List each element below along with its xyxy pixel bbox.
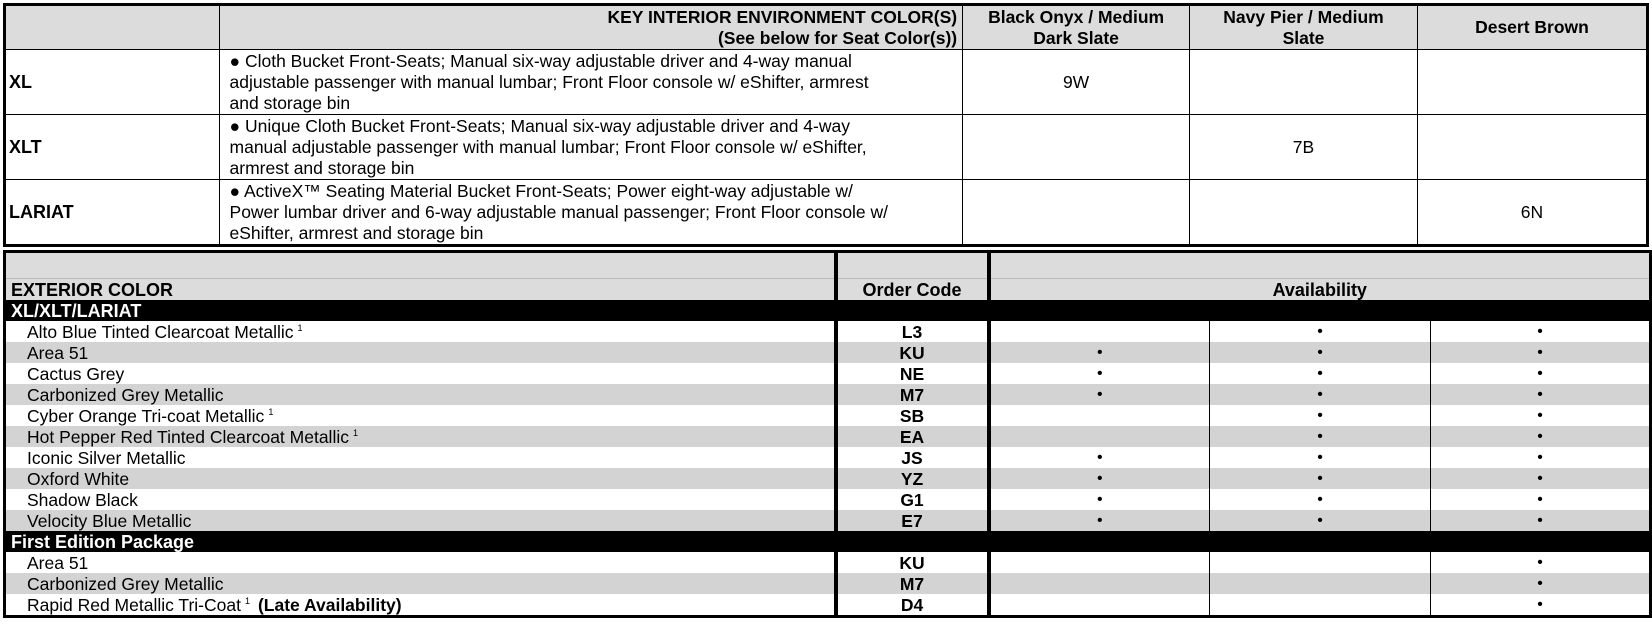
availability-cell: •	[1431, 447, 1651, 468]
exterior-color-name: Alto Blue Tinted Clearcoat Metallic	[27, 321, 294, 342]
interior-code-cell: 9W	[963, 50, 1190, 115]
availability-cell: •	[1431, 573, 1651, 594]
exterior-spacer-row	[5, 252, 1651, 279]
exterior-color-table	[3, 250, 1652, 618]
exterior-color-name-cell	[5, 405, 836, 426]
availability-cell: •	[1431, 594, 1651, 617]
trim-row-xl	[5, 50, 1648, 115]
availability-header: Availability	[989, 279, 1651, 301]
interior-code-cell: 6N	[1417, 180, 1647, 246]
description-line: ● ActiveX™ Seating Material Bucket Front-Seats; Power eight-way adjustable w/	[229, 180, 853, 201]
exterior-color-row	[5, 363, 1651, 384]
availability-cell	[989, 426, 1210, 447]
availability-cell: •	[989, 342, 1210, 363]
exterior-color-name: Carbonized Grey Metallic	[27, 573, 224, 594]
order-code-cell: E7	[836, 510, 989, 531]
description-line: armrest and storage bin	[229, 157, 415, 178]
interior-code-cell	[1417, 50, 1647, 115]
exterior-color-name-cell	[5, 489, 836, 510]
interior-column-header	[1417, 5, 1647, 50]
description-line: manual adjustable passenger with manual lumbar; Front Floor console w/ eShifter,	[229, 136, 867, 157]
availability-cell: •	[1210, 405, 1431, 426]
interior-code-cell	[1190, 50, 1418, 115]
availability-cell: •	[1431, 384, 1651, 405]
availability-cell: •	[989, 384, 1210, 405]
availability-cell	[1210, 594, 1431, 617]
footnote-marker: 1	[297, 322, 303, 333]
key-interior-title: KEY INTERIOR ENVIRONMENT COLOR(S)	[607, 6, 958, 27]
exterior-color-name-cell	[5, 573, 836, 594]
spacer-cell	[836, 252, 989, 279]
column-header-line: Black Onyx / Medium	[988, 6, 1165, 27]
trim-description	[219, 50, 963, 115]
exterior-color-name-cell	[5, 552, 836, 573]
availability-cell: •	[1096, 364, 1103, 382]
interior-code-cell	[963, 180, 1190, 246]
availability-cell	[1210, 552, 1431, 573]
availability-cell: •	[1210, 384, 1431, 405]
footnote-marker: 1	[244, 595, 250, 606]
availability-cell	[989, 594, 1210, 617]
availability-cell: •	[1431, 426, 1651, 447]
exterior-color-row	[5, 321, 1651, 342]
trim-row-xlt	[5, 115, 1648, 180]
availability-cell: •	[1210, 510, 1431, 531]
exterior-color-name: Hot Pepper Red Tinted Clearcoat Metallic	[27, 426, 349, 447]
trim-name: XL	[5, 50, 220, 115]
order-code-cell: SB	[836, 405, 989, 426]
availability-cell: •	[1431, 363, 1651, 384]
availability-cell	[989, 573, 1210, 594]
availability-cell: •	[1210, 342, 1431, 363]
footnote-marker: 1	[268, 406, 274, 417]
availability-cell	[989, 552, 1210, 573]
availability-cell: •	[1431, 510, 1651, 531]
availability-cell: •	[989, 510, 1210, 531]
order-code-cell: EA	[836, 426, 989, 447]
exterior-color-row	[5, 426, 1651, 447]
description-line: adjustable passenger with manual lumbar; Front Floor console w/ eShifter, armrest	[229, 71, 869, 92]
exterior-color-name-cell	[5, 384, 836, 405]
exterior-color-name-cell	[5, 468, 836, 489]
exterior-color-name: Area 51	[27, 342, 89, 363]
interior-code-cell	[963, 115, 1190, 180]
section-header-row	[5, 300, 1651, 321]
availability-cell: •	[1210, 321, 1431, 342]
interior-code-cell: 7B	[1190, 115, 1418, 180]
spacer-cell	[989, 252, 1651, 279]
description-line: Power lumbar driver and 6-way adjustable manual passenger; Front Floor console w/	[229, 201, 889, 222]
interior-color-table	[3, 3, 1649, 247]
exterior-color-name-cell	[5, 510, 836, 531]
trim-name: LARIAT	[5, 180, 220, 246]
exterior-color-header: EXTERIOR COLOR	[5, 279, 836, 301]
exterior-color-row	[5, 573, 1651, 594]
order-code-cell: D4	[836, 594, 989, 617]
trim-description	[219, 180, 963, 246]
exterior-color-name: Iconic Silver Metallic	[27, 447, 186, 468]
availability-cell: •	[1431, 405, 1651, 426]
exterior-color-row	[5, 468, 1651, 489]
order-code-cell: NE	[836, 363, 989, 384]
key-interior-subtitle: (See below for Seat Color(s))	[717, 27, 958, 48]
availability-cell: •	[1210, 468, 1431, 489]
order-code-cell: M7	[836, 384, 989, 405]
availability-cell: •	[1210, 489, 1431, 510]
availability-cell: •	[1096, 490, 1103, 508]
availability-cell: •	[989, 468, 1210, 489]
order-code-cell: KU	[836, 552, 989, 573]
column-header-line: Desert Brown	[1475, 17, 1589, 37]
availability-cell: •	[1431, 321, 1651, 342]
order-code-cell: G1	[836, 489, 989, 510]
availability-cell: •	[1431, 468, 1651, 489]
order-code-header: Order Code	[836, 279, 989, 301]
description-line: and storage bin	[229, 92, 351, 113]
header-blank-cell	[5, 5, 220, 50]
order-code-cell: YZ	[836, 468, 989, 489]
exterior-color-name-cell	[5, 342, 836, 363]
exterior-color-name: Cyber Orange Tri-coat Metallic	[27, 405, 265, 426]
trim-description	[219, 115, 963, 180]
interior-code-cell	[1190, 180, 1418, 246]
interior-code-cell	[1417, 115, 1647, 180]
order-code-cell: L3	[836, 321, 989, 342]
exterior-color-name: Oxford White	[27, 468, 130, 489]
exterior-color-name-cell	[5, 363, 836, 384]
availability-cell: •	[1210, 426, 1431, 447]
description-line: ● Cloth Bucket Front-Seats; Manual six-way adjustable driver and 4-way manual	[229, 50, 852, 71]
exterior-color-name-cell	[5, 594, 836, 617]
exterior-color-row	[5, 510, 1651, 531]
availability-cell	[989, 405, 1210, 426]
interior-header-row	[5, 5, 1648, 50]
availability-cell	[989, 321, 1210, 342]
availability-cell: •	[1431, 342, 1651, 363]
exterior-color-row	[5, 342, 1651, 363]
order-code-cell: M7	[836, 573, 989, 594]
exterior-color-name: Velocity Blue Metallic	[27, 510, 192, 531]
key-interior-header	[219, 5, 963, 50]
availability-cell: •	[1431, 489, 1651, 510]
section-title: XL/XLT/LARIAT	[5, 300, 1651, 321]
interior-column-header	[1190, 5, 1418, 50]
trim-name: XLT	[5, 115, 220, 180]
exterior-color-row	[5, 405, 1651, 426]
section-header-row	[5, 531, 1651, 552]
column-header-line: Slate	[1282, 27, 1325, 48]
exterior-color-name-cell	[5, 447, 836, 468]
description-line: ● Unique Cloth Bucket Front-Seats; Manual six-way adjustable driver and 4-way	[229, 115, 850, 136]
exterior-color-name: Carbonized Grey Metallic	[27, 384, 224, 405]
exterior-color-row	[5, 552, 1651, 573]
exterior-color-name: Cactus Grey	[27, 363, 125, 384]
spacer-cell	[5, 252, 836, 279]
exterior-color-name: Area 51	[27, 552, 89, 573]
exterior-color-row	[5, 594, 1651, 617]
column-header-line: Navy Pier / Medium	[1223, 6, 1384, 27]
exterior-color-name: Shadow Black	[27, 489, 138, 510]
exterior-color-name-cell	[5, 321, 836, 342]
interior-column-header	[963, 5, 1190, 50]
availability-cell	[1210, 573, 1431, 594]
exterior-color-row	[5, 447, 1651, 468]
section-title: First Edition Package	[5, 531, 1651, 552]
availability-cell: •	[1431, 552, 1651, 573]
exterior-table-body	[5, 252, 1651, 617]
exterior-color-name: Rapid Red Metallic Tri-Coat	[27, 594, 241, 615]
availability-cell: •	[1210, 363, 1431, 384]
late-availability-note: (Late Availability)	[257, 594, 402, 615]
exterior-color-row	[5, 384, 1651, 405]
footnote-marker: 1	[352, 427, 358, 438]
trim-row-lariat	[5, 180, 1648, 246]
exterior-header-row	[5, 279, 1651, 301]
description-line: eShifter, armrest and storage bin	[229, 222, 484, 243]
exterior-color-row	[5, 489, 1651, 510]
exterior-color-name-cell	[5, 426, 836, 447]
column-header-line: Dark Slate	[1033, 27, 1119, 48]
availability-cell: •	[1096, 448, 1103, 466]
availability-cell: •	[1210, 447, 1431, 468]
order-code-cell: KU	[836, 342, 989, 363]
order-code-cell: JS	[836, 447, 989, 468]
